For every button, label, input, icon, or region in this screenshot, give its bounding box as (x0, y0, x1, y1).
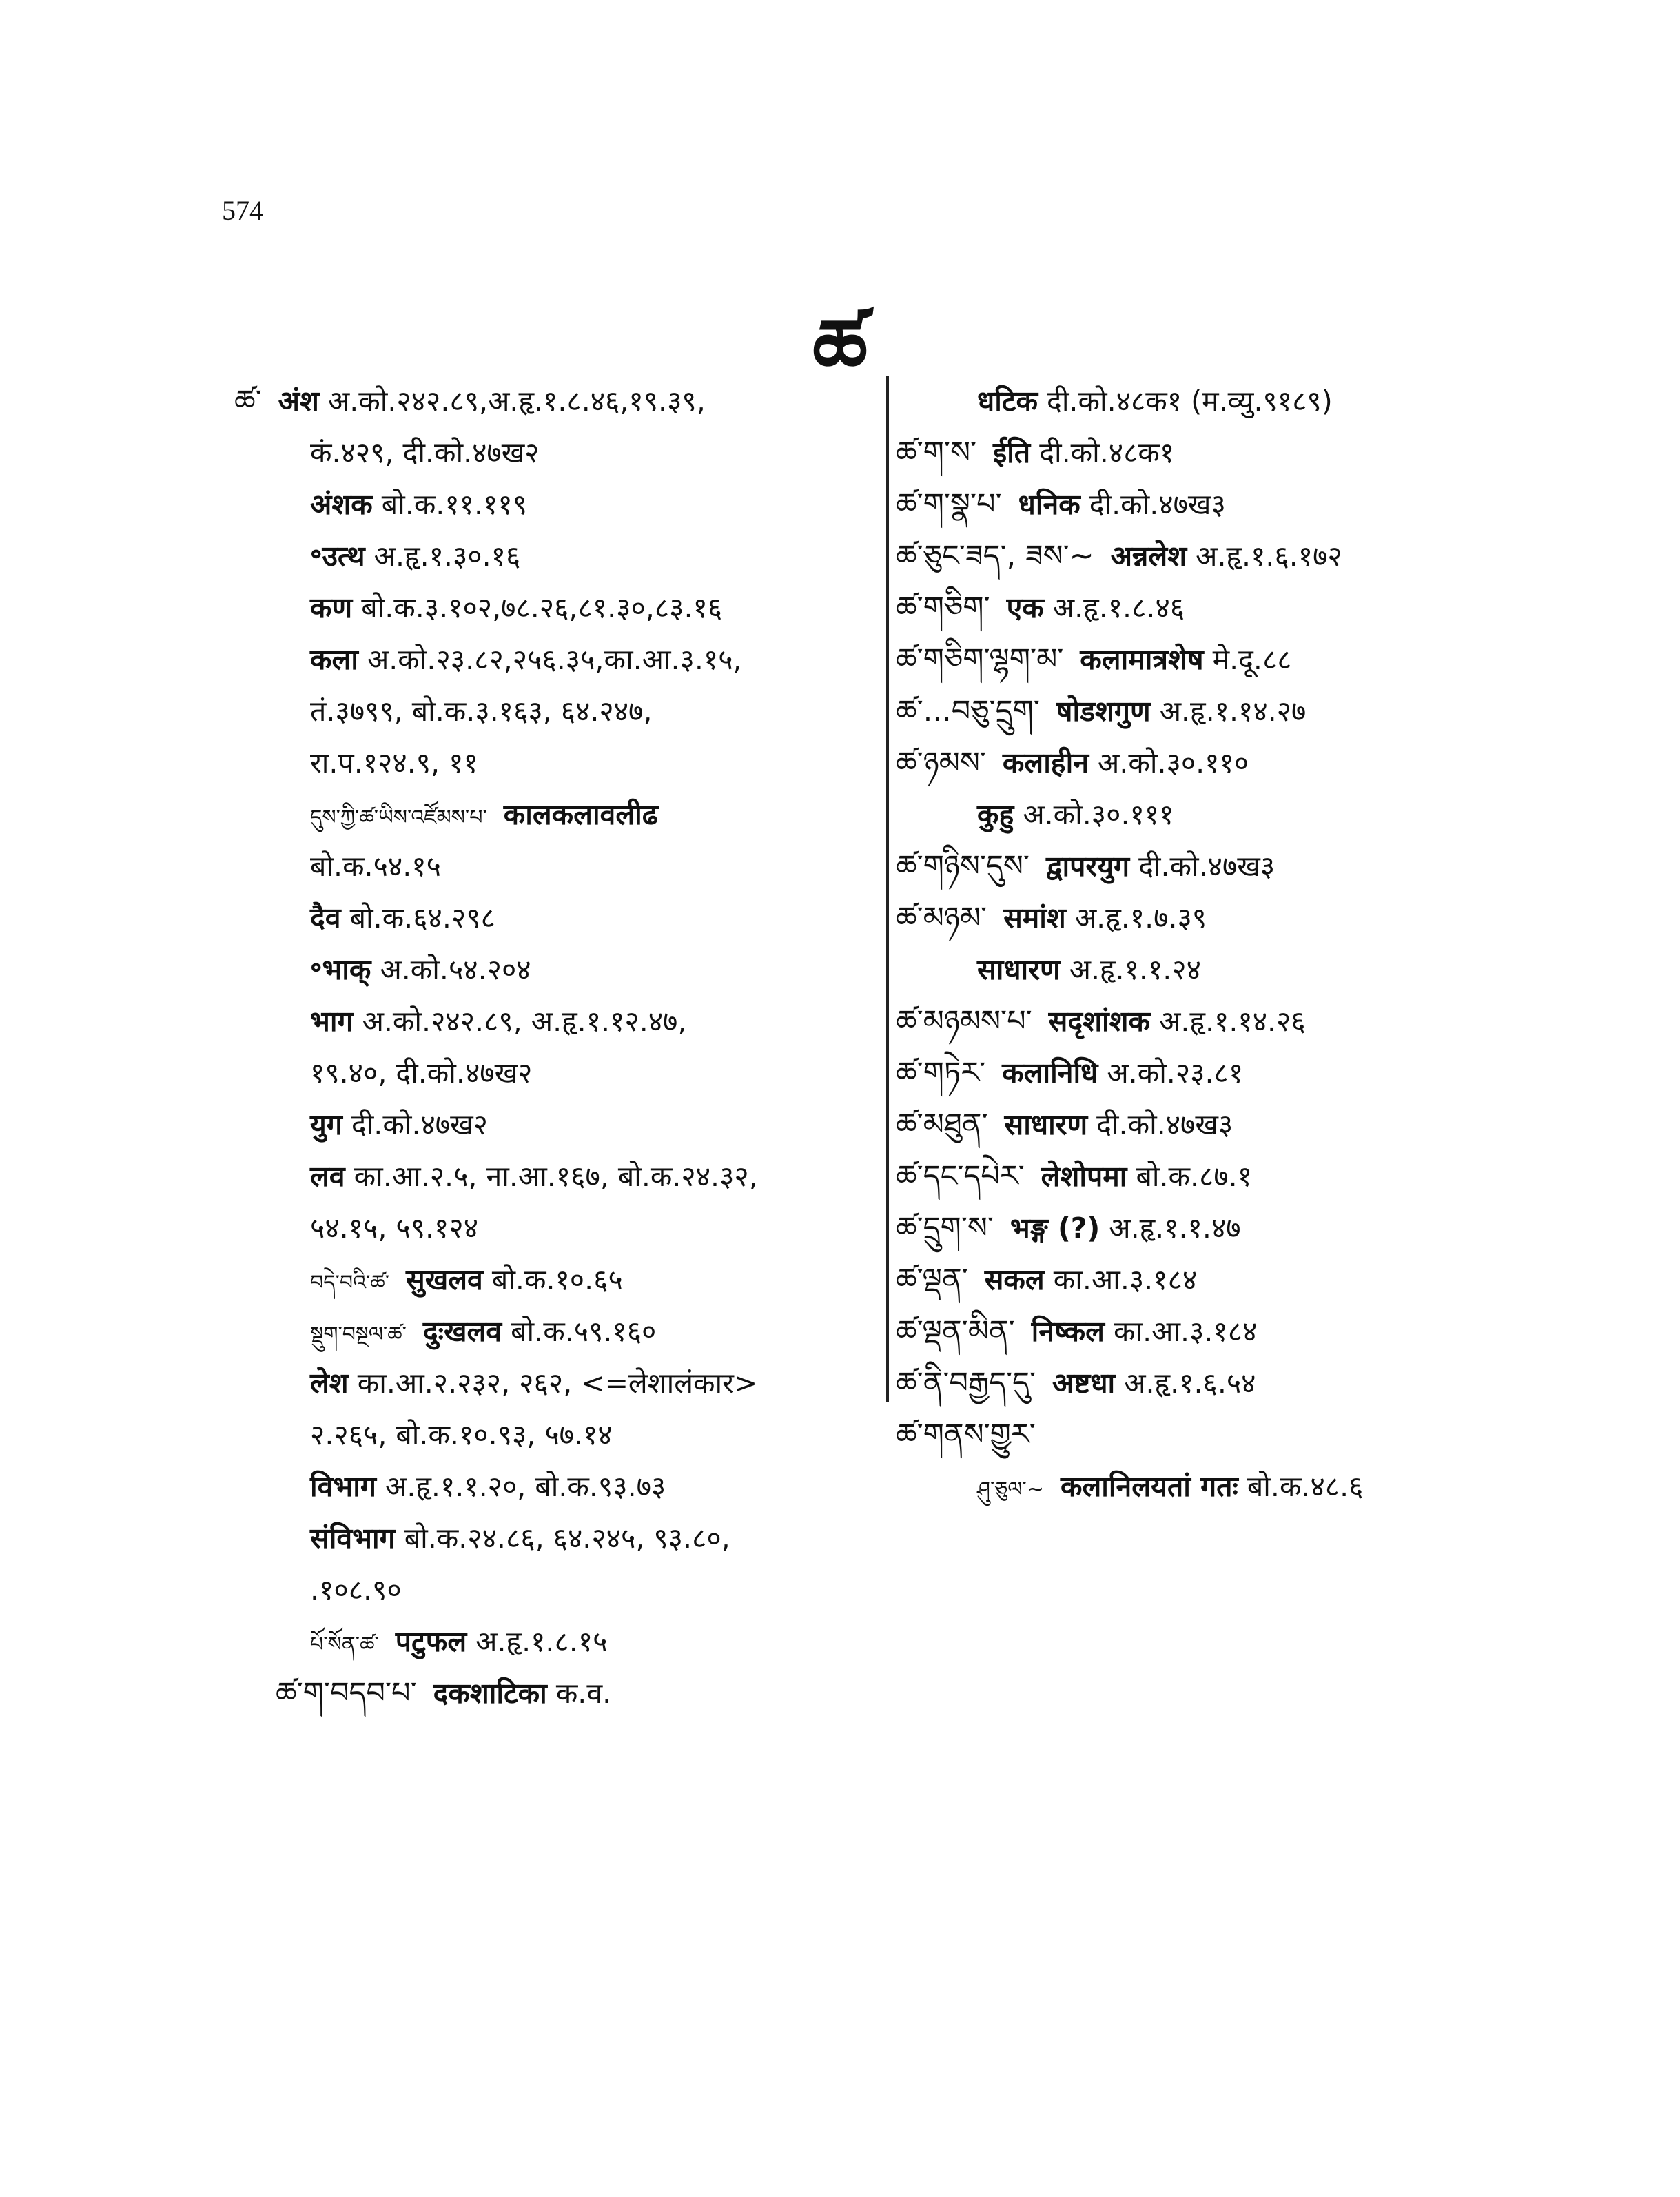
column-divider (886, 376, 889, 1402)
entry-line (896, 996, 1502, 1048)
sanskrit-keyword: साधारण (977, 953, 1061, 986)
reference: अ.हृ.१.१.४७ (1109, 1212, 1241, 1245)
reference: का.आ.२.२३२, २६२, <=लेशालंकार> (357, 1367, 758, 1400)
sanskrit-keyword: कुहु (977, 798, 1014, 831)
reference: अ.हृ.१.६.१७२ (1196, 540, 1342, 573)
sanskrit-keyword: अन्नलेश (1110, 540, 1187, 573)
reference: का.आ.३.१८४ (1113, 1315, 1258, 1348)
tibetan-headword: ཚ་ག་སྣ་པ་ (896, 487, 1002, 522)
sanskrit-keyword: षोडशगुण (1056, 695, 1151, 728)
sanskrit-keyword: भङ्ग (?) (1010, 1212, 1100, 1245)
section-letter-heading: ཚ (812, 303, 868, 393)
entry-line (896, 479, 1502, 531)
entry-line (234, 1151, 875, 1203)
reference: दी.को.४८क१ (म.व्यु.९१८९) (1047, 385, 1333, 418)
reference: अ.हृ.१.१.२४ (1069, 953, 1201, 986)
sanskrit-keyword: भाग (310, 1005, 354, 1038)
entry-line (234, 427, 875, 479)
entry-line (896, 531, 1502, 582)
sanskrit-keyword: कलामात्रशेष (1080, 643, 1204, 676)
reference: अ.को.३०.११० (1098, 746, 1249, 779)
tibetan-phrase: ཤུ་ཅུལ་~ (977, 1478, 1044, 1502)
reference: अ.हृ.१.३०.१६ (373, 540, 521, 573)
tibetan-headword: ཚ་དྲུག་ས་ (896, 1211, 994, 1245)
sanskrit-keyword: ईति (993, 436, 1031, 469)
sanskrit-keyword: अंश (278, 385, 319, 418)
tibetan-headword: ཚ་ནི་བརྒྱད་དུ་ (896, 1366, 1036, 1400)
reference: बो.क.८७.१ (1136, 1160, 1253, 1193)
reference: रा.प.१२४.९, ११ (310, 746, 478, 779)
entry-line (896, 686, 1502, 737)
sanskrit-keyword: सकल (984, 1263, 1045, 1296)
entry-line (234, 1409, 875, 1461)
entry-line (896, 737, 1502, 789)
entry-line (234, 944, 875, 996)
entry-line (234, 737, 875, 789)
reference: बो.क.१०.६५ (491, 1263, 623, 1296)
reference: बो.क.४८.६ (1247, 1470, 1364, 1503)
entry-line (234, 634, 875, 686)
sanskrit-keyword: कला (310, 643, 358, 676)
reference: १९.४०, दी.को.४७ख२ (310, 1056, 533, 1090)
entry-line (896, 1099, 1502, 1151)
entry-line (234, 892, 875, 944)
reference: बो.क.११.११९ (381, 488, 527, 521)
reference: दी.को.४८क१ (1039, 436, 1175, 469)
reference: अ.को.२४२.८९, अ.हृ.१.१२.४७, (362, 1005, 687, 1038)
sanskrit-keyword: कलानिलयतां गतः (1060, 1470, 1238, 1503)
page-number: 574 (222, 195, 263, 226)
entry-line (896, 841, 1502, 892)
reference: .१०८.९० (310, 1573, 402, 1606)
tibetan-headword: ཚ་ག་བདབ་པ་ (276, 1676, 417, 1710)
entry-line (896, 892, 1502, 944)
entry-line (234, 1048, 875, 1099)
tibetan-headword: ཚ་ག་ས་ (896, 436, 977, 470)
reference: अ.हृ.१.१४.२६ (1159, 1005, 1306, 1038)
sanskrit-keyword: समांश (1003, 901, 1066, 934)
sanskrit-keyword: ॰भाक् (310, 953, 371, 986)
sanskrit-keyword: दैव (310, 901, 341, 934)
reference: २.२६५, बो.क.१०.९३, ५७.१४ (310, 1418, 613, 1451)
entry-line (234, 1358, 875, 1409)
reference: अ.को.३०.१११ (1023, 798, 1174, 831)
entry-line (896, 944, 1502, 996)
sanskrit-keyword: द्वापरयुग (1045, 850, 1130, 883)
sanskrit-keyword: सदृशांशक (1048, 1005, 1151, 1038)
sanskrit-keyword: धटिक (977, 385, 1038, 418)
entry-line (234, 582, 875, 634)
reference: अ.को.२४२.८९,अ.हृ.१.८.४६,१९.३९, (327, 385, 706, 418)
reference: दी.को.४७ख३ (1096, 1108, 1233, 1141)
reference: क.व. (555, 1677, 612, 1710)
reference: कं.४२९, दी.को.४७ख२ (310, 436, 540, 469)
sanskrit-keyword: निष्कल (1031, 1315, 1105, 1348)
entry-line (896, 634, 1502, 686)
reference: बो.क.५४.१५ (310, 850, 441, 883)
entry-line (234, 686, 875, 737)
sanskrit-keyword: विभाग (310, 1470, 376, 1503)
entry-line (896, 582, 1502, 634)
tibetan-headword: ཚ་མཐུན་ (896, 1107, 988, 1142)
entry-line (896, 789, 1502, 841)
tibetan-headword: ཚ་གཉིས་དུས་ (896, 849, 1029, 883)
tibetan-headword: ཚ་གཅིག་ལྷག་མ་ (896, 642, 1064, 677)
reference: का.आ.२.५, ना.आ.१६७, बो.क.२४.३२, (354, 1160, 758, 1193)
tibetan-headword: ཚ་གཅིག་ (896, 591, 990, 625)
entry-line (234, 531, 875, 582)
reference: अ.हृ.१.८.१५ (475, 1625, 608, 1658)
reference: का.आ.३.१८४ (1053, 1263, 1198, 1296)
sanskrit-keyword: पटुफल (395, 1625, 467, 1658)
sanskrit-keyword: युग (310, 1108, 342, 1141)
sanskrit-keyword: लेश (310, 1367, 349, 1400)
sanskrit-keyword: कलानिधि (1002, 1056, 1098, 1090)
entry-line (234, 1203, 875, 1254)
tibetan-headword: ཚ་ཉམས་ (896, 746, 986, 780)
sanskrit-keyword: साधारण (1004, 1108, 1088, 1141)
reference: बो.क.६४.२९८ (349, 901, 495, 934)
entry-line (234, 789, 875, 841)
reference: बो.क.३.१०२,७८.२६,८१.३०,८३.१६ (361, 591, 723, 624)
entry-line (234, 1461, 875, 1513)
tibetan-headword: ཚ་མཉམས་པ་ (896, 1004, 1032, 1039)
tibetan-headword: ཚ་ (234, 384, 262, 418)
reference: अ.को.५४.२०४ (380, 953, 531, 986)
reference: बो.क.२४.८६, ६४.२४५, ९३.८०, (404, 1522, 730, 1555)
reference: दी.को.४७ख३ (1089, 488, 1226, 521)
entry-line (234, 1254, 875, 1306)
tibetan-headword: ཚ་གཏེར་ (896, 1056, 986, 1090)
entry-line (234, 1616, 875, 1668)
entry-line (896, 1358, 1502, 1409)
reference: अ.हृ.१.१४.२७ (1159, 695, 1307, 728)
sanskrit-keyword: कलाहीन (1002, 746, 1089, 779)
entry-line (896, 1048, 1502, 1099)
entry-line (896, 427, 1502, 479)
tibetan-headword: ཚ་ཅུང་ཟད་, ཟས་~ (896, 539, 1094, 573)
sanskrit-keyword: कालकलावलीढ (503, 798, 658, 831)
sanskrit-keyword: दुःखलव (422, 1315, 502, 1348)
reference: ५४.१५, ५९.१२४ (310, 1212, 479, 1245)
reference: अ.हृ.१.१.२०, बो.क.९३.७३ (385, 1470, 666, 1503)
entry-line (234, 1668, 875, 1719)
sanskrit-keyword: सुखलव (406, 1263, 483, 1296)
reference: दी.को.४७ख२ (351, 1108, 488, 1141)
entry-line (896, 1203, 1502, 1254)
tibetan-headword: ཚ་...བཅུ་དྲུག་ (896, 694, 1040, 728)
sanskrit-keyword: कण (310, 591, 353, 624)
sanskrit-keyword: लव (310, 1160, 345, 1193)
entry-line (896, 1254, 1502, 1306)
sanskrit-keyword: ॰उत्थ (310, 540, 365, 573)
tibetan-headword: ཚ་ལྡན་མིན་ (896, 1314, 1015, 1349)
left-column (234, 376, 875, 1719)
tibetan-headword: ཚ་མཉམ་ (896, 901, 987, 935)
reference: दी.को.४७ख३ (1138, 850, 1276, 883)
right-column (896, 376, 1502, 1513)
reference: अ.हृ.१.८.४६ (1052, 591, 1185, 624)
entry-line (896, 1461, 1502, 1513)
sanskrit-keyword: एक (1006, 591, 1044, 624)
entry-line (234, 1513, 875, 1564)
sanskrit-keyword: अष्टधा (1052, 1367, 1116, 1400)
entry-line (234, 841, 875, 892)
entry-line (234, 996, 875, 1048)
reference: अ.को.२३.८१ (1107, 1056, 1244, 1090)
reference: अ.को.२३.८२,२५६.३५,का.आ.३.१५, (367, 643, 742, 676)
entry-line (234, 376, 875, 427)
tibetan-headword: ཚ་ལྡན་ (896, 1263, 968, 1297)
tibetan-phrase: པོ་སོན་ཚ་ (310, 1633, 379, 1657)
sanskrit-keyword: अंशक (310, 488, 373, 521)
entry-line (234, 1564, 875, 1616)
entry-line (896, 1151, 1502, 1203)
reference: बो.क.५९.१६० (511, 1315, 657, 1348)
sanskrit-keyword: दकशाटिका (433, 1677, 547, 1710)
tibetan-headword: ཚ་གནས་གྱུར་ (896, 1418, 1036, 1452)
tibetan-phrase: སྡུག་བསྔལ་ཚ་ (310, 1322, 407, 1347)
entry-line (896, 376, 1502, 427)
entry-line (234, 479, 875, 531)
sanskrit-keyword: धनिक (1018, 488, 1080, 521)
reference: तं.३७९९, बो.क.३.१६३, ६४.२४७, (310, 695, 653, 728)
tibetan-phrase: དུས་ཀྱི་ཚ་ཡིས་འཛོམས་པ་ (310, 806, 487, 830)
entry-line (896, 1306, 1502, 1358)
entry-line (234, 1306, 875, 1358)
sanskrit-keyword: लेशोपमा (1041, 1160, 1127, 1193)
tibetan-phrase: བདེ་བའི་ཚ་ (310, 1271, 389, 1295)
tibetan-headword: ཚ་དང་དཔེར་ (896, 1159, 1025, 1194)
reference: मे.दू.८८ (1212, 643, 1292, 676)
entry-line (896, 1409, 1502, 1461)
sanskrit-keyword: संविभाग (310, 1522, 396, 1555)
reference: अ.हृ.१.७.३९ (1074, 901, 1207, 934)
entry-line (234, 1099, 875, 1151)
reference: अ.हृ.१.६.५४ (1124, 1367, 1256, 1400)
